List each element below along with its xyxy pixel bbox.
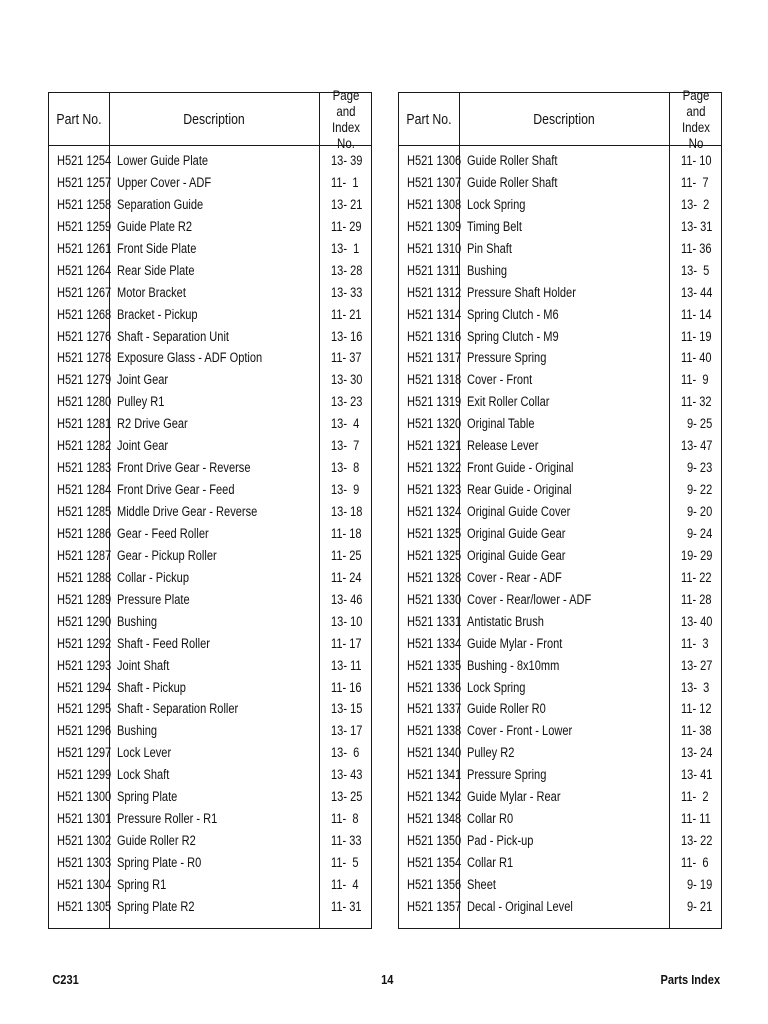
table-row (399, 589, 721, 611)
part-description: Pressure Spring (467, 350, 547, 366)
header-divider (49, 145, 371, 146)
part-number: H521 1320 (407, 416, 462, 432)
part-description: Bushing (117, 723, 158, 739)
part-number: H521 1338 (407, 723, 462, 739)
part-number: H521 1340 (407, 745, 462, 761)
part-number: H521 1334 (407, 635, 462, 651)
table-row (399, 786, 721, 808)
part-number: H521 1305 (57, 898, 112, 914)
header-page-index: Page and Index No (681, 87, 711, 151)
part-number: H521 1324 (407, 504, 462, 519)
part-description: Pressure Spring (467, 767, 547, 783)
part-number: H521 1283 (57, 460, 112, 476)
table-row (49, 216, 371, 238)
table-row (399, 698, 721, 720)
page-index: 13- 31 (681, 218, 713, 234)
table-row (49, 172, 371, 194)
table-row (399, 457, 721, 479)
part-description: Exposure Glass - ADF Option (117, 350, 263, 366)
part-description: Guide Plate R2 (117, 218, 193, 234)
part-number: H521 1316 (407, 328, 462, 344)
part-number: H521 1348 (407, 811, 462, 827)
part-number: H521 1300 (57, 789, 112, 805)
page-index: 13- 6 (331, 745, 360, 761)
table-row (399, 150, 721, 172)
part-number: H521 1296 (57, 723, 112, 739)
page-index: 11- 36 (681, 240, 712, 256)
part-description: Spring Clutch - M6 (467, 306, 559, 322)
part-description: Antistatic Brush (467, 613, 544, 629)
page-index: 11- 29 (331, 218, 362, 234)
parts-table-left (48, 87, 372, 929)
page-index: 13- 8 (331, 460, 360, 476)
page-index: 19- 29 (681, 547, 713, 563)
page-index: 13- 2 (681, 196, 710, 212)
part-description: Sheet (467, 876, 496, 892)
part-number: H521 1342 (407, 789, 462, 805)
page-index: 13- 21 (331, 196, 363, 212)
table-row (399, 611, 721, 633)
part-number: H521 1331 (407, 613, 462, 629)
table-row (49, 808, 371, 830)
part-number: H521 1284 (57, 482, 112, 498)
part-description: Guide Mylar - Rear (467, 789, 561, 805)
part-description: Original Table (467, 416, 535, 432)
page-index: 13- 44 (681, 284, 713, 300)
part-description: Pressure Roller - R1 (117, 811, 218, 827)
table-row (399, 655, 721, 677)
part-description: Gear - Feed Roller (117, 525, 209, 541)
page-index: 11- 5 (331, 855, 359, 870)
part-description: Exit Roller Collar (467, 394, 550, 410)
table-row (399, 369, 721, 391)
part-description: Guide Roller R2 (117, 833, 196, 849)
table-row (399, 501, 721, 523)
table-row (399, 545, 721, 567)
table-row (49, 238, 371, 260)
part-number: H521 1318 (407, 372, 462, 388)
part-number: H521 1254 (57, 153, 112, 168)
part-description: Middle Drive Gear - Reverse (117, 504, 258, 519)
part-number: H521 1325 (407, 547, 462, 563)
part-description: Shaft - Pickup (117, 679, 186, 695)
part-number: H521 1336 (407, 679, 462, 695)
part-number: H521 1267 (57, 284, 112, 300)
part-number: H521 1280 (57, 394, 112, 410)
page-index: 9- 22 (687, 482, 713, 498)
page-index: 13- 17 (331, 723, 363, 739)
table-row (49, 589, 371, 611)
part-number: H521 1328 (407, 569, 462, 585)
part-description: Lock Spring (467, 196, 526, 212)
part-description: Timing Belt (467, 218, 522, 234)
part-number: H521 1350 (407, 833, 462, 849)
page-index: 11- 2 (681, 789, 709, 805)
table-row (399, 852, 721, 874)
part-number: H521 1306 (407, 153, 462, 168)
part-number: H521 1261 (57, 240, 112, 256)
part-description: Pressure Shaft Holder (467, 284, 576, 300)
part-number: H521 1289 (57, 591, 112, 607)
page-index: 13- 3 (681, 679, 710, 695)
table-row (399, 347, 721, 369)
table-row (399, 172, 721, 194)
part-number: H521 1301 (57, 811, 112, 827)
page-index: 11- 8 (331, 811, 359, 827)
part-description: Cover - Rear/lower - ADF (467, 591, 592, 607)
part-number: H521 1286 (57, 525, 112, 541)
part-description: Guide Roller R0 (467, 701, 546, 717)
parts-table-right (398, 87, 722, 929)
part-number: H521 1302 (57, 833, 112, 849)
part-description: Front Guide - Original (467, 460, 574, 476)
page-index: 11- 9 (681, 372, 709, 388)
page-index: 13- 41 (681, 767, 713, 783)
part-description: Pulley R2 (467, 745, 515, 761)
part-number: H521 1259 (57, 218, 112, 234)
page-index: 13- 24 (681, 745, 713, 761)
part-description: Front Side Plate (117, 240, 197, 256)
part-number: H521 1314 (407, 306, 462, 322)
page-index: 9- 23 (687, 460, 713, 476)
part-number: H521 1276 (57, 328, 112, 344)
part-description: Bushing - 8x10mm (467, 657, 560, 673)
part-description: Cover - Front - Lower (467, 723, 573, 739)
part-number: H521 1308 (407, 196, 462, 212)
page-index: 11- 25 (331, 547, 362, 563)
part-description: Collar - Pickup (117, 569, 189, 585)
part-number: H521 1285 (57, 504, 112, 519)
part-number: H521 1290 (57, 613, 112, 629)
table-row (399, 391, 721, 413)
part-number: H521 1293 (57, 657, 112, 673)
table-row (49, 260, 371, 282)
table-row (49, 720, 371, 742)
part-description: Joint Gear (117, 372, 169, 388)
page-index: 11- 19 (681, 328, 712, 344)
table-row (399, 677, 721, 699)
part-description: Shaft - Feed Roller (117, 635, 210, 651)
header-part-no: Part No. (56, 110, 102, 128)
part-description: Spring Plate R2 (117, 898, 195, 914)
part-description: Guide Mylar - Front (467, 635, 563, 651)
page-index: 11- 6 (681, 855, 709, 870)
part-number: H521 1325 (407, 525, 462, 541)
part-number: H521 1278 (57, 350, 112, 366)
part-description: Shaft - Separation Unit (117, 328, 229, 344)
part-number: H521 1288 (57, 569, 112, 585)
page-index: 13- 4 (331, 416, 360, 432)
page-index: 11- 33 (331, 833, 362, 849)
page-index: 11- 24 (331, 569, 362, 585)
page-index: 11- 37 (331, 350, 362, 366)
part-number: H521 1281 (57, 416, 112, 432)
table-row (399, 764, 721, 786)
page-index: 9- 21 (687, 898, 713, 914)
part-number: H521 1309 (407, 218, 462, 234)
part-description: Bushing (117, 613, 158, 629)
part-description: Collar R0 (467, 811, 514, 827)
part-description: Pressure Plate (117, 591, 190, 607)
part-description: Joint Shaft (117, 657, 170, 673)
table-row (49, 852, 371, 874)
page-index: 13- 11 (331, 657, 362, 673)
table-row (49, 896, 371, 918)
part-number: H521 1322 (407, 460, 462, 476)
part-description: Original Guide Cover (467, 504, 571, 519)
table-row (399, 260, 721, 282)
page-index: 13- 10 (331, 613, 363, 629)
header-page-index: Page and Index No. (331, 87, 361, 151)
part-description: Release Lever (467, 438, 539, 454)
page-index: 13- 28 (331, 262, 363, 278)
part-description: Lock Shaft (117, 767, 170, 783)
part-number: H521 1330 (407, 591, 462, 607)
part-description: Original Guide Gear (467, 525, 566, 541)
table-body (49, 150, 371, 918)
table-row (399, 720, 721, 742)
part-description: Spring Plate - R0 (117, 855, 202, 870)
table-row (49, 282, 371, 304)
part-description: R2 Drive Gear (117, 416, 188, 432)
part-description: Pulley R1 (117, 394, 165, 410)
part-description: Guide Roller Shaft (467, 153, 558, 168)
page-index: 13- 39 (331, 153, 363, 168)
part-description: Separation Guide (117, 196, 204, 212)
table-row (399, 216, 721, 238)
part-number: H521 1335 (407, 657, 462, 673)
part-description: Guide Roller Shaft (467, 174, 558, 190)
table-row (49, 501, 371, 523)
table-row (49, 413, 371, 435)
part-number: H521 1311 (407, 262, 461, 278)
part-description: Cover - Front (467, 372, 533, 388)
part-number: H521 1356 (407, 876, 462, 892)
part-description: Spring Clutch - M9 (467, 328, 559, 344)
table-row (49, 304, 371, 326)
part-description: Front Drive Gear - Feed (117, 482, 235, 498)
page-index: 11- 21 (331, 306, 362, 322)
table-row (49, 567, 371, 589)
table-row (49, 479, 371, 501)
page-index: 11- 7 (681, 174, 709, 190)
table-row (399, 413, 721, 435)
part-description: Joint Gear (117, 438, 169, 454)
page-index: 9- 20 (687, 504, 713, 519)
page-index: 11- 1 (331, 174, 359, 190)
part-description: Pad - Pick-up (467, 833, 534, 849)
table-row (49, 742, 371, 764)
table-row (49, 194, 371, 216)
part-description: Motor Bracket (117, 284, 186, 300)
part-description: Shaft - Separation Roller (117, 701, 239, 717)
page-index: 13- 7 (331, 438, 360, 454)
page-index: 11- 11 (681, 811, 711, 827)
part-description: Pin Shaft (467, 240, 512, 256)
part-description: Upper Cover - ADF (117, 174, 212, 190)
part-number: H521 1341 (407, 767, 462, 783)
table-row (49, 369, 371, 391)
part-description: Gear - Pickup Roller (117, 547, 217, 563)
table-row (399, 874, 721, 896)
table-row (399, 567, 721, 589)
page-index: 13- 9 (331, 482, 360, 498)
page-index: 13- 23 (331, 394, 363, 410)
table-row (399, 523, 721, 545)
footer-page-number: 14 (381, 972, 394, 987)
page-index: 11- 16 (331, 679, 362, 695)
header-description: Description (533, 110, 595, 128)
part-description: Collar R1 (467, 855, 514, 870)
header-description: Description (183, 110, 245, 128)
page-index: 13- 27 (681, 657, 713, 673)
page-index: 11- 17 (331, 635, 362, 651)
page-index: 9- 25 (687, 416, 713, 432)
table-row (49, 611, 371, 633)
table-row (399, 479, 721, 501)
part-number: H521 1287 (57, 547, 112, 563)
table-row (399, 304, 721, 326)
page-index: 13- 40 (681, 613, 713, 629)
table-row (49, 391, 371, 413)
part-number: H521 1310 (407, 240, 462, 256)
part-description: Bushing (467, 262, 508, 278)
table-row (49, 326, 371, 348)
part-number: H521 1257 (57, 174, 112, 190)
table-row (49, 677, 371, 699)
table-row (399, 808, 721, 830)
table-row (399, 326, 721, 348)
table-row (399, 238, 721, 260)
page-index: 13- 22 (681, 833, 713, 849)
page-index: 11- 4 (331, 876, 359, 892)
part-description: Original Guide Gear (467, 547, 566, 563)
page-index: 13- 1 (331, 240, 360, 256)
table-row (49, 655, 371, 677)
part-description: Rear Side Plate (117, 262, 195, 278)
part-number: H521 1295 (57, 701, 112, 717)
header-divider (399, 145, 721, 146)
page-index: 13- 47 (681, 438, 713, 454)
page-index: 11- 31 (331, 898, 362, 914)
part-description: Decal - Original Level (467, 898, 573, 914)
page-index: 13- 43 (331, 767, 363, 783)
part-number: H521 1317 (407, 350, 462, 366)
table-row (399, 742, 721, 764)
table-row (49, 786, 371, 808)
page-index: 11- 18 (331, 525, 362, 541)
page-index: 13- 5 (681, 262, 710, 278)
part-number: H521 1354 (407, 855, 462, 870)
part-number: H521 1321 (407, 438, 462, 454)
footer-model: C231 (52, 972, 79, 987)
table-row (49, 545, 371, 567)
part-number: H521 1297 (57, 745, 112, 761)
part-number: H521 1258 (57, 196, 112, 212)
part-number: H521 1319 (407, 394, 462, 410)
page-index: 13- 33 (331, 284, 363, 300)
part-description: Lock Lever (117, 745, 172, 761)
part-number: H521 1304 (57, 876, 112, 892)
table-row (49, 457, 371, 479)
part-number: H521 1337 (407, 701, 462, 717)
table-row (399, 830, 721, 852)
page-index: 11- 14 (681, 306, 712, 322)
table-row (49, 633, 371, 655)
table-row (399, 282, 721, 304)
page-index: 13- 46 (331, 591, 363, 607)
page-index: 11- 38 (681, 723, 712, 739)
table-row (49, 830, 371, 852)
page-index: 13- 30 (331, 372, 363, 388)
page-index: 13- 18 (331, 504, 363, 519)
part-number: H521 1303 (57, 855, 112, 870)
part-number: H521 1282 (57, 438, 112, 454)
page-index: 9- 19 (687, 876, 713, 892)
part-description: Spring Plate (117, 789, 178, 805)
page-index: 11- 32 (681, 394, 712, 410)
table-row (49, 150, 371, 172)
part-number: H521 1312 (407, 284, 462, 300)
table-row (49, 435, 371, 457)
table-row (399, 435, 721, 457)
part-description: Lock Spring (467, 679, 526, 695)
part-description: Bracket - Pickup (117, 306, 198, 322)
part-number: H521 1268 (57, 306, 112, 322)
part-description: Lower Guide Plate (117, 153, 209, 168)
table-row (49, 874, 371, 896)
table-row (49, 347, 371, 369)
part-number: H521 1307 (407, 174, 462, 190)
part-number: H521 1292 (57, 635, 112, 651)
part-description: Rear Guide - Original (467, 482, 572, 498)
page-index: 11- 12 (681, 701, 712, 717)
page-index: 11- 28 (681, 591, 712, 607)
table-row (399, 896, 721, 918)
part-number: H521 1279 (57, 372, 112, 388)
table-row (49, 523, 371, 545)
page-index: 11- 10 (681, 153, 712, 168)
table-row (49, 764, 371, 786)
page-index: 11- 22 (681, 569, 712, 585)
table-body (399, 150, 721, 918)
footer-section: Parts Index (660, 972, 720, 987)
part-description: Spring R1 (117, 876, 167, 892)
page-index: 11- 3 (681, 635, 709, 651)
page-index: 13- 25 (331, 789, 363, 805)
page-index: 11- 40 (681, 350, 712, 366)
part-description: Front Drive Gear - Reverse (117, 460, 251, 476)
part-number: H521 1294 (57, 679, 112, 695)
part-number: H521 1299 (57, 767, 112, 783)
part-number: H521 1357 (407, 898, 462, 914)
table-row (49, 698, 371, 720)
page-index: 13- 16 (331, 328, 363, 344)
part-number: H521 1323 (407, 482, 462, 498)
header-part-no: Part No. (406, 110, 452, 128)
page-index: 13- 15 (331, 701, 363, 717)
part-description: Cover - Rear - ADF (467, 569, 562, 585)
table-row (399, 194, 721, 216)
table-row (399, 633, 721, 655)
part-number: H521 1264 (57, 262, 112, 278)
page-index: 9- 24 (687, 525, 713, 541)
